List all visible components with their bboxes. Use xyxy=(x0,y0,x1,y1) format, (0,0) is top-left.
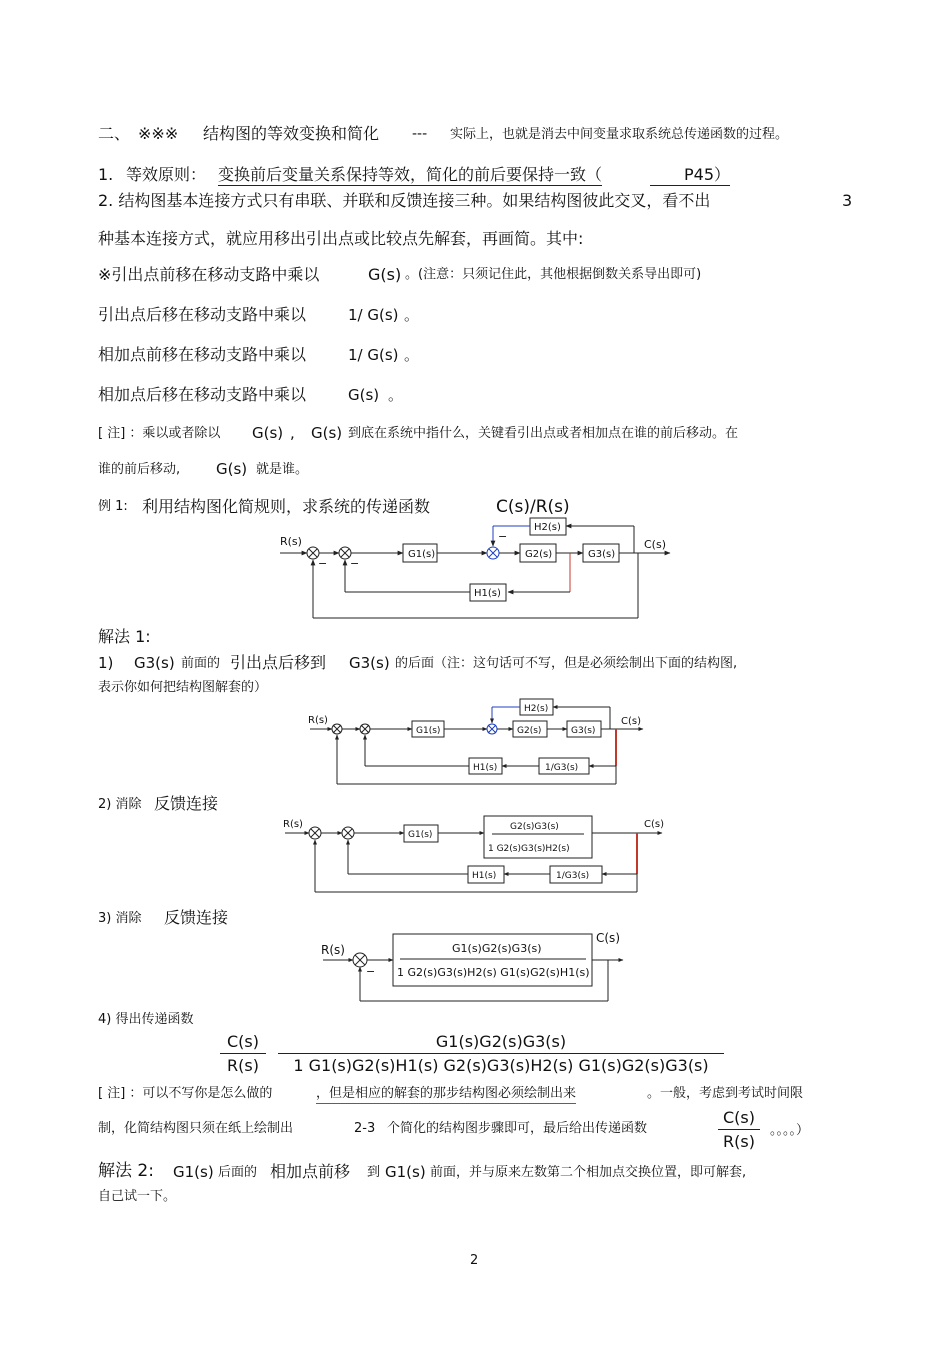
solution-2-title: 解法 2: xyxy=(98,1161,154,1181)
d3-inv-g3-label: 1/G3(s) xyxy=(556,871,590,881)
d1-minus-1: − xyxy=(318,557,328,570)
example-label: 例 1: xyxy=(98,499,128,514)
solution-2-g1: G1(s) xyxy=(173,1163,214,1181)
d3-g1-label: G1(s) xyxy=(408,830,433,840)
step-3-label: 3) 消除 xyxy=(98,911,142,926)
step-3-b: 反馈连接 xyxy=(164,908,229,927)
d1-g1-label: G1(s) xyxy=(408,549,436,560)
example-text: 利用结构图化简规则，求系统的传递函数 xyxy=(142,497,431,516)
d2-h2-label: H2(s) xyxy=(524,704,549,714)
rule-4: 相加点后移在移动支路中乘以 xyxy=(98,385,307,404)
rule-1: ※引出点前移在移动支路中乘以 xyxy=(98,265,320,284)
d3-frac-den: 1 G2(s)G3(s)H2(s) xyxy=(488,844,570,854)
note-1-g2: G(s) xyxy=(311,424,343,442)
d4-output-label: C(s) xyxy=(596,931,620,945)
principle-2-three: 3 xyxy=(842,191,853,210)
step-1-g3: G3(s) xyxy=(134,654,175,672)
rule-4-value: G(s) xyxy=(348,386,380,404)
note-1-line2-b: 就是谁。 xyxy=(256,462,309,477)
d3-frac-num: G2(s)G3(s) xyxy=(510,822,559,832)
rule-4-end: 。 xyxy=(388,386,404,404)
rule-1-value: G(s) xyxy=(368,265,402,284)
step-2-b: 反馈连接 xyxy=(154,794,219,813)
rule-2-value: 1/ G(s) xyxy=(348,306,399,324)
block-diagram-step3 xyxy=(318,928,636,1006)
rule-3-value: 1/ G(s) xyxy=(348,346,399,364)
section-title: 结构图的等效变换和简化 xyxy=(203,124,380,143)
note-1-b: 到底在系统中指什么，关键看引出点或者相加点在谁的前后移动。在 xyxy=(348,426,739,441)
principle-2-line1: 2. 结构图基本连接方式只有串联、并联和反馈连接三种。如果结构图彼此交叉，看不出 xyxy=(98,191,711,210)
note-2-a: [ 注] ：可以不写你是怎么做的 xyxy=(98,1086,273,1101)
d4-input-label: R(s) xyxy=(321,943,345,957)
note-1-line2-g: G(s) xyxy=(216,460,248,478)
solution-2-c: 到 xyxy=(367,1165,381,1180)
result-lhs-den: R(s) xyxy=(227,1056,259,1075)
importance-stars: ※※※ xyxy=(138,124,179,143)
d3-h1-label: H1(s) xyxy=(472,871,497,881)
d1-h2-label: H2(s) xyxy=(534,522,561,533)
note-2-line2: 制，化简结构图只须在纸上绘制出 xyxy=(98,1121,294,1136)
d1-minus-3: − xyxy=(498,530,508,543)
note-2-c: 。一般，考虑到考试时间限 xyxy=(647,1086,804,1101)
solution-2-d: 前面，并与原来左数第二个相加点交换位置，即可解套, xyxy=(430,1165,747,1180)
d2-h1-label: H1(s) xyxy=(473,763,498,773)
d2-g1-label: G1(s) xyxy=(416,726,441,736)
rule-3: 相加点前移在移动支路中乘以 xyxy=(98,345,307,364)
d4-minus: − xyxy=(366,965,376,978)
note-1-a: [ 注] ：乘以或者除以 xyxy=(98,426,221,441)
block-diagram-step2 xyxy=(280,812,675,898)
block-diagram-step1 xyxy=(305,696,650,788)
rule-2: 引出点后移在移动支路中乘以 xyxy=(98,305,307,324)
d2-input-label: R(s) xyxy=(308,715,328,726)
step-1-g3b: G3(s) xyxy=(349,654,390,672)
result-rhs-num: G1(s)G2(s)G3(s) xyxy=(278,1032,724,1054)
note-2-b: ，但是相应的解套的那步结构图必须绘制出来 xyxy=(316,1086,576,1104)
step-4-label: 4) 得出传递函数 xyxy=(98,1012,194,1027)
result-rhs xyxy=(278,1032,724,1075)
note-1-g1: G(s) xyxy=(252,424,284,442)
d2-inv-g3-label: 1/G3(s) xyxy=(545,763,579,773)
section-prefix: 二、 xyxy=(98,124,131,143)
principle-2-line2: 种基本连接方式，就应用移出引出点或比较点先解套，再画简。其中: xyxy=(98,229,584,248)
note-1-line2-a: 谁的前后移动, xyxy=(98,462,181,477)
d3-output-label: C(s) xyxy=(644,819,664,830)
note-1-comma: , xyxy=(290,424,295,442)
note-2-fraction xyxy=(718,1108,760,1151)
d1-h1-label: H1(s) xyxy=(474,588,501,599)
d1-g3-label: G3(s) xyxy=(588,549,616,560)
section-note: 实际上，也就是消去中间变量求取系统总传递函数的过程。 xyxy=(450,127,789,142)
d2-g3-label: G3(s) xyxy=(571,726,596,736)
page-number: 2 xyxy=(470,1253,479,1268)
note-2-tail: 。。。。） xyxy=(770,1123,810,1138)
step-2-label: 2) 消除 xyxy=(98,797,142,812)
d1-output-label: C(s) xyxy=(644,538,666,551)
solution-2-b: 相加点前移 xyxy=(270,1162,351,1181)
principle-1-lead: 等效原则： xyxy=(126,165,207,184)
principle-1-number: 1. xyxy=(98,165,114,184)
d4-frac-den: 1 G2(s)G3(s)H2(s) G1(s)G2(s)H1(s) xyxy=(397,966,590,979)
d1-g2-label: G2(s) xyxy=(525,549,553,560)
step-1-number: 1) xyxy=(98,654,114,672)
d3-input-label: R(s) xyxy=(283,819,303,830)
d1-minus-2: − xyxy=(350,557,360,570)
d1-input-label: R(s) xyxy=(280,535,302,548)
example-tf: C(s)/R(s) xyxy=(496,497,570,517)
result-lhs-num: C(s) xyxy=(220,1032,266,1054)
solution-2-line2: 自己试一下。 xyxy=(98,1189,177,1204)
step-1-line2: 表示你如何把结构图解套的） xyxy=(98,680,268,695)
title-dash: --- xyxy=(412,126,428,142)
step-1-a: 前面的 xyxy=(181,656,221,671)
result-lhs xyxy=(220,1032,266,1075)
rule-3-end: 。 xyxy=(404,346,420,364)
step-1-c: 的后面（注：这句话可不写，但是必须绘制出下面的结构图, xyxy=(395,656,738,671)
note-2-steps: 2-3 xyxy=(354,1121,376,1136)
principle-1-text: 变换前后变量关系保持等效，简化的前后要保持一致（ xyxy=(218,165,602,186)
principle-1-ref: P45） xyxy=(650,165,730,186)
rule-1-note: 。(注意：只须记住此，其他根据倒数关系导出即可) xyxy=(405,267,702,282)
solution-1-title: 解法 1: xyxy=(98,627,151,646)
step-1-b: 引出点后移到 xyxy=(230,653,327,672)
solution-2-a: 后面的 xyxy=(218,1165,258,1180)
rule-2-end: 。 xyxy=(404,306,420,324)
result-rhs-den: 1 G1(s)G2(s)H1(s) G2(s)G3(s)H2(s) G1(s)G2(s)G3(s) xyxy=(293,1056,709,1075)
note-2-frac-den: R(s) xyxy=(723,1132,755,1151)
note-2-frac-num: C(s) xyxy=(718,1108,760,1130)
block-diagram-original xyxy=(270,512,680,624)
d2-g2-label: G2(s) xyxy=(517,726,542,736)
d4-frac-num: G1(s)G2(s)G3(s) xyxy=(452,942,542,955)
note-2-line2-b: 个简化的结构图步骤即可，最后给出传递函数 xyxy=(387,1121,648,1136)
d2-output-label: C(s) xyxy=(621,716,641,727)
solution-2-g1b: G1(s) xyxy=(385,1163,426,1181)
